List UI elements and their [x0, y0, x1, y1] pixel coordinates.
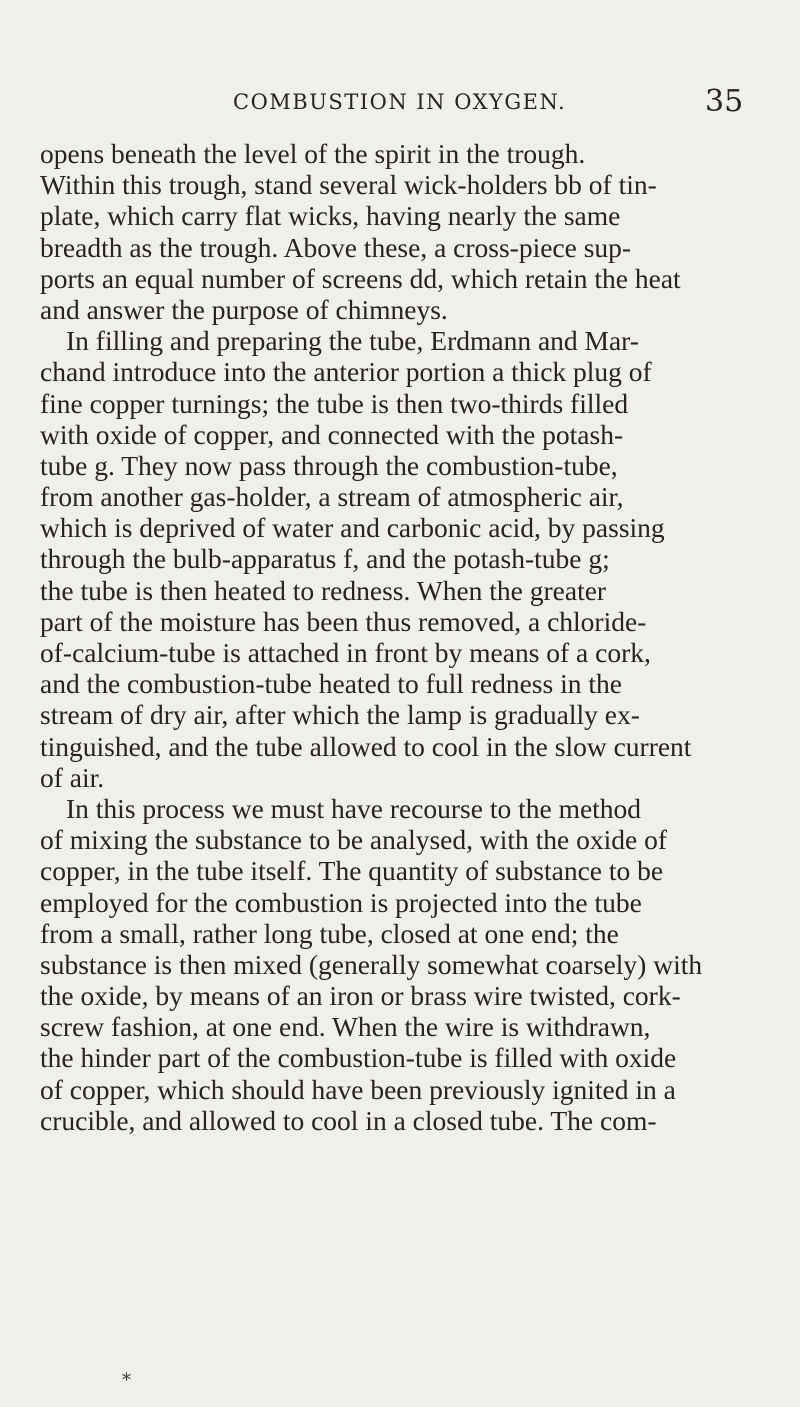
- text-line: In filling and preparing the tube, Erdmann and Mar-: [66, 325, 639, 357]
- footer-mark: *: [122, 1370, 131, 1391]
- page-header: [0, 84, 800, 128]
- text-line: fine copper turnings; the tube is then two-thirds filled: [40, 387, 629, 419]
- text-line: chand introduce into the anterior portion a thick plug of: [40, 356, 652, 388]
- text-line: opens beneath the level of the spirit in the trough.: [40, 138, 586, 169]
- text-line: the oxide, by means of an iron or brass wire twisted, cork-: [40, 980, 681, 1012]
- text-line: through the bulb-apparatus f, and the potash-tube g;: [40, 543, 610, 575]
- text-line: tube g. They now pass through the combustion-tube,: [40, 449, 618, 481]
- text-line: of air.: [40, 761, 105, 793]
- text-line: from another gas-holder, a stream of atmospheric air,: [40, 481, 624, 513]
- text-line: stream of dry air, after which the lamp is gradually ex-: [40, 699, 640, 731]
- text-line: of mixing the substance to be analysed, with the oxide of: [40, 824, 668, 856]
- text-line: and answer the purpose of chimneys.: [40, 293, 448, 325]
- text-line: the tube is then heated to redness. When the greater: [40, 574, 607, 606]
- text-line: the hinder part of the combustion-tube is filled with oxide: [40, 1042, 677, 1074]
- text-line: employed for the combustion is projected into the tube: [40, 886, 642, 918]
- text-line: tinguished, and the tube allowed to cool in the slow current: [40, 730, 692, 762]
- text-line: Within this trough, stand several wick-holders bb of tin-: [40, 169, 657, 201]
- text-line: which is deprived of water and carbonic acid, by passing: [40, 512, 665, 544]
- text-line: substance is then mixed (generally somewhat coarsely) with: [40, 948, 703, 980]
- text-line: plate, which carry flat wicks, having nearly the same: [40, 200, 621, 232]
- text-line: part of the moisture has been thus removed, a chloride-: [40, 605, 647, 637]
- text-line: crucible, and allowed to cool in a closed tube. The com-: [40, 1104, 657, 1136]
- text-line: from a small, rather long tube, closed at one end; the: [40, 917, 619, 949]
- body-text: [40, 138, 800, 1136]
- text-line: ports an equal number of screens dd, which retain the heat: [40, 262, 681, 294]
- text-line: In this process we must have recourse to the method: [66, 792, 642, 824]
- text-line: of-calcium-tube is attached in front by means of a cork,: [40, 637, 651, 668]
- page-number: 35: [705, 84, 744, 119]
- text-line: screw fashion, at one end. When the wire is withdrawn,: [40, 1011, 651, 1043]
- text-line: copper, in the tube itself. The quantity of substance to be: [40, 855, 664, 887]
- text-line: of copper, which should have been previously ignited in a: [40, 1073, 676, 1105]
- text-line: with oxide of copper, and connected with the potash-: [40, 418, 624, 450]
- running-head: COMBUSTION IN OXYGEN.: [233, 90, 567, 114]
- text-line: and the combustion-tube heated to full redness in the: [40, 668, 622, 700]
- text-line: breadth as the trough. Above these, a cross-piece sup-: [40, 231, 632, 263]
